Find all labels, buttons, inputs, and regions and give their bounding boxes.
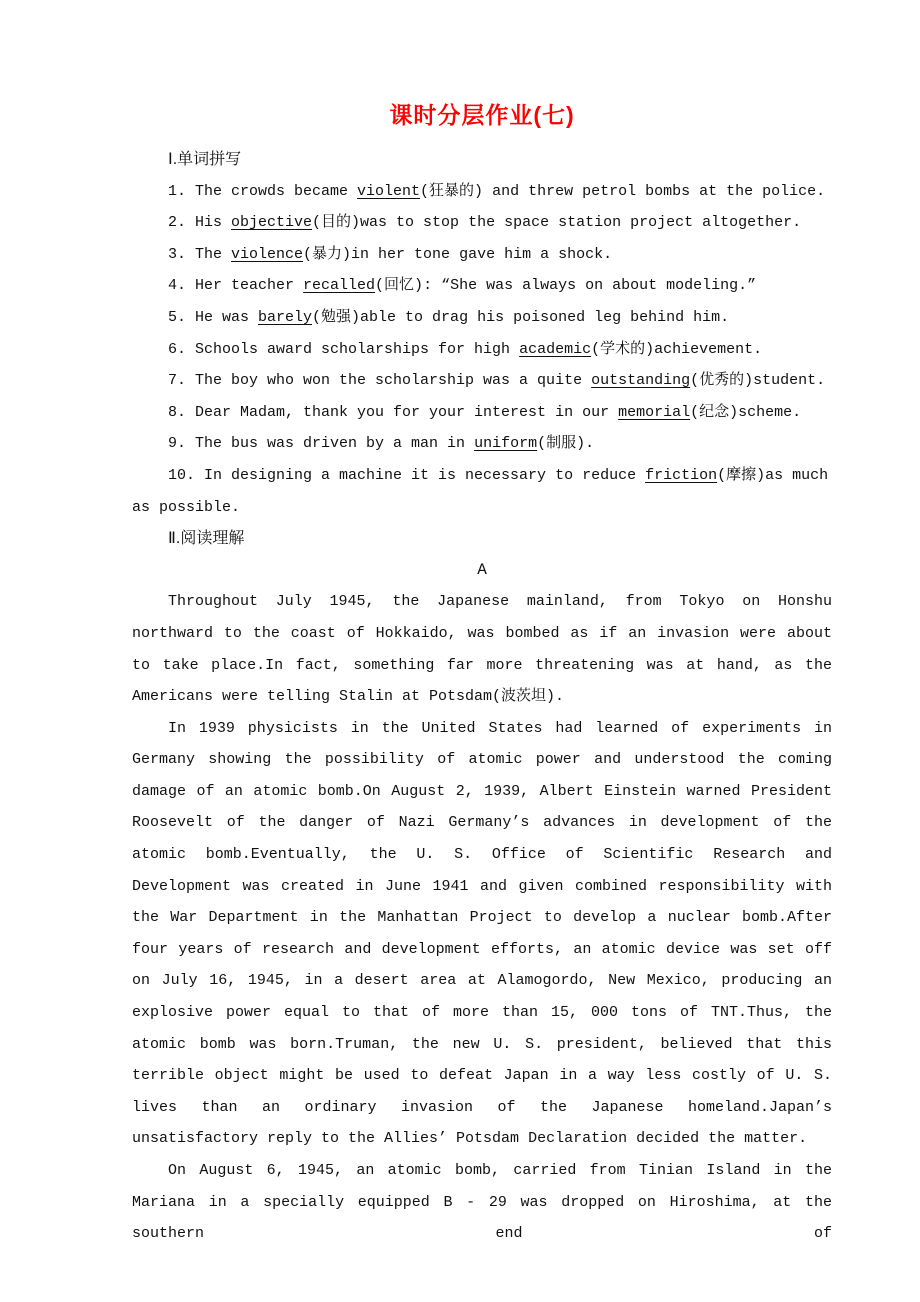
answer-word-underlined: friction <box>645 466 718 484</box>
answer-word-underlined: recalled <box>303 277 376 295</box>
passage-label: A <box>477 560 487 579</box>
item-pre: 1. The crowds became <box>168 182 358 200</box>
answer-word-underlined: violent <box>357 182 421 200</box>
chinese-hint: (制服) <box>537 435 586 453</box>
answer-word-underlined: violence <box>231 245 304 263</box>
chinese-hint: (暴力) <box>303 245 352 263</box>
item-pre: 2. His <box>168 214 232 232</box>
exercise-item-5 <box>132 302 832 334</box>
item-post: and threw petrol bombs at the police. <box>483 182 826 200</box>
item-pre: 9. The bus was driven by a man in <box>168 435 475 453</box>
item-post: achievement. <box>654 340 763 358</box>
exercise-item-10 <box>132 460 832 523</box>
exercise-item-9 <box>132 428 832 460</box>
chinese-hint: (目的) <box>312 214 361 232</box>
item-post: . <box>585 435 595 453</box>
passage-paragraph-2: In 1939 physicists in the United States had learned of experiments in Germany showing the possibility of atomic power and understood the coming damage of an atomic bomb.On August 2, 1939, Albert Einstein warned President Roosevelt of the danger of Nazi Germany’s advances in development of the atomic bomb.Eventually, the U. S. Office of Scientific Research and Development was created in June 1941 and given combined responsibility with the War Department in the Manhattan Project to develop a nuclear bomb.After four years of research and development efforts, an atomic device was set off on July 16, 1945, in a desert area at Alamogordo, New Mexico, producing an explosive power equal to that of more than 15, 000 tons of TNT.Thus, the atomic bomb was born.Truman, the new U. S. president, believed that this terrible object might be used to defeat Japan in a way less costly of U. S. lives than an ordinary invasion of the Japanese homeland.Japan’s unsatisfactory reply to the Allies’ Potsdam Declaration decided the matter. <box>132 719 832 1148</box>
item-pre: 8. Dear Madam, thank you for your interest in our <box>168 403 619 421</box>
item-pre: 3. The <box>168 245 232 263</box>
exercise-item-7 <box>132 365 832 397</box>
item-post: scheme. <box>738 403 802 421</box>
item-post: was to stop the space station project altogether. <box>360 214 802 232</box>
item-post: able to drag his poisoned leg behind him. <box>360 308 730 326</box>
exercise-item-3 <box>132 239 832 271</box>
chinese-hint: (勉强) <box>312 308 361 326</box>
item-pre: 7. The boy who won the scholarship was a quite <box>168 372 592 390</box>
chinese-hint: (回忆) <box>375 277 424 295</box>
chinese-hint: (摩擦) <box>717 466 766 484</box>
item-pre: 5. He was <box>168 308 259 326</box>
answer-word-underlined: barely <box>258 308 313 326</box>
section-heading-reading-comprehension: Ⅱ.阅读理解 <box>168 530 245 548</box>
exercise-item-4 <box>132 270 832 302</box>
exercise-item-6 <box>132 334 832 366</box>
item-pre: 4. Her teacher <box>168 277 304 295</box>
answer-word-underlined: outstanding <box>591 372 691 390</box>
answer-word-underlined: academic <box>519 340 592 358</box>
exercise-item-8 <box>132 397 832 429</box>
answer-word-underlined: uniform <box>474 435 538 453</box>
item-pre: 10. In designing a machine it is necessary to reduce <box>168 466 646 484</box>
chinese-hint: (优秀的) <box>690 372 754 390</box>
answer-word-underlined: objective <box>231 214 313 232</box>
chinese-hint: (狂暴的) <box>420 182 484 200</box>
chinese-hint: (纪念) <box>690 403 739 421</box>
exercise-item-2 <box>132 207 832 239</box>
section-heading-word-spelling: Ⅰ.单词拼写 <box>168 151 242 168</box>
answer-word-underlined: memorial <box>618 403 691 421</box>
item-post: : “She was always on about modeling.” <box>423 277 757 295</box>
exercise-item-1 <box>132 176 832 208</box>
chinese-hint: (学术的) <box>591 340 655 358</box>
item-post: as much as possible. <box>132 466 829 516</box>
passage-paragraph-3: On August 6, 1945, an atomic bomb, carried from Tinian Island in the Mariana in a specially equipped B - 29 was dropped on Hiroshima, at the southern end of <box>132 1162 832 1243</box>
item-post: student. <box>753 372 826 390</box>
item-pre: 6. Schools award scholarships for high <box>168 340 520 358</box>
page-title: 课时分层作业(七) <box>389 102 575 128</box>
passage-paragraph-1: Throughout July 1945, the Japanese mainland, from Tokyo on Honshu northward to the coast of Hokkaido, was bombed as if an invasion were about to take place.In fact, something far more threatening was at hand, as the Americans were telling Stalin at Potsdam(波茨坦). <box>132 593 832 706</box>
item-post: in her tone gave him a shock. <box>351 245 613 263</box>
